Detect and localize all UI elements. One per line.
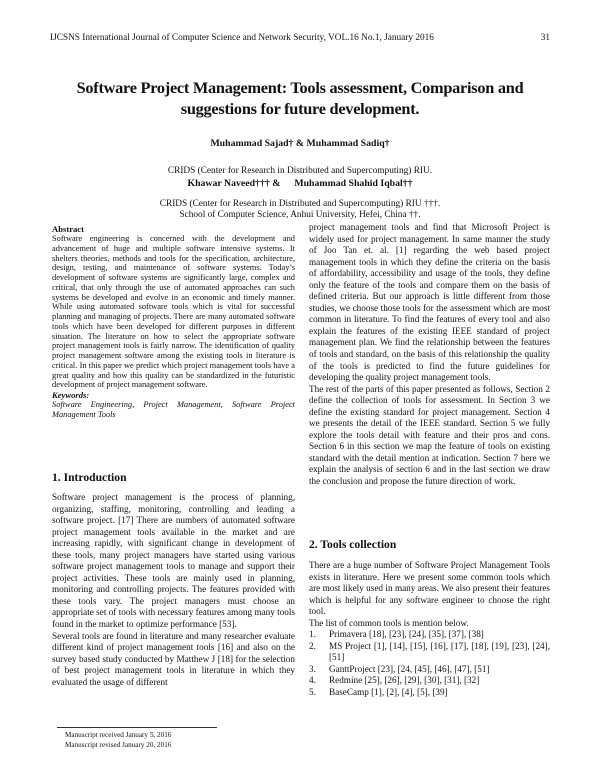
tools-list — [309, 629, 550, 698]
introduction-paragraph-2: Several tools are found in literature and many researcher evaluate different kind of project management tools [16] and also on the survey based study conducted by Matthew J [18] for the selection of best project management tools in literature in which they evaluated the usage of different — [52, 630, 295, 687]
list-item: 4. Redmine [25], [26], [29], [30], [31], [32] — [309, 675, 480, 686]
page-number: 31 — [540, 33, 550, 43]
introduction-paragraph-2-continued: project management tools and find that Microsoft Project is widely used for project management. In same manner the study of Joo Tan et. al. [1] regarding the web based project management tools in which they define the criteria on the basis of affordability, accessibility and usage of the tools, they define only the feature of the tools and compare them on the basis of defined criteria. But our approach is little different from those studies, we choose those tools for the assessment which are most common in literature. To find the features of every tool and also explain the features of the existing IEEE standard of project management plan. We find the relationship between the features of tools and standard, on the basis of this relationship the quality of the tools is predicted to find the future guidelines for developing the quality project management tools. — [309, 222, 550, 383]
introduction-heading: 1. Introduction — [52, 471, 127, 484]
tools-collection-heading: 2. Tools collection — [309, 538, 397, 551]
author-khawar-naveed: Khawar Naveed††† & — [187, 178, 281, 189]
list-item: 3. GanttProject [23], [24, [45], [46], [47], [51] — [309, 663, 490, 674]
affiliation-1: CRIDS (Center for Research in Distributed and Supercomputing) RIU. — [167, 166, 433, 176]
list-item: 1. Primavera [18], [23], [24], [35], [37], [38] — [309, 629, 484, 640]
affiliation-2-line-1: CRIDS (Center for Research in Distributed and Supercomputing) RIU †††. — [159, 199, 441, 209]
introduction-continued — [309, 222, 550, 488]
running-header — [50, 33, 550, 43]
authors-line-1: Muhammad Sajad† & Muhammad Sadiq† — [210, 138, 390, 149]
footnote-received: Manuscript received January 5, 2016 — [65, 731, 172, 739]
footnote-divider — [57, 727, 217, 728]
introduction-body — [52, 492, 295, 688]
introduction-paragraph-1: Software project management is the process of planning, organizing, staffing, monitoring, controlling and leading a software project. [17] There are numbers of automated software project management tools available in the market and are increasing rapidly, with significant change in development of these tools, many project managers have started using various software project management tools to manage and support their project activities. These tools are mainly used in planning, monitoring and controlling projects. The features provided with these tools vary. The project managers must choose an appropriate set of tools with necessary features among many tools found in the market to optimize performance [53]. — [52, 492, 295, 630]
tools-collection-paragraph: There are a huge number of Software Project Management Tools exists in literature. Here we present some common tools which are most likely used in many areas. We also present their features which is helpful for any software engineer to choose the right tool. — [309, 560, 550, 617]
list-item: 5. BaseCamp [1], [2], [4], [5], [39] — [309, 687, 448, 698]
paper-title: Software Project Management: Tools assessment, Comparison and suggestions for future development. — [76, 78, 524, 118]
affiliation-2 — [0, 199, 600, 221]
journal-name: IJCSNS International Journal of Computer Science and Network Security, VOL.16 No.1, January 2016 — [50, 33, 434, 43]
introduction-paragraph-3: The rest of the parts of this paper presented as follows, Section 2 define the collection of tools for assessment. In Section 3 we define the existing standard for project management. Section 4 we presents the detail of the IEEE standard. Section 5 we fully explore the tools detail with feature and their pros and cons. Section 6 in this section we map the feature of tools on existing standard with the detail mention at indication. Section 7 here we explain the analysis of section 6 and in the last section we draw the conclusion and propose the future direction of work. — [309, 383, 550, 487]
footnote-revised: Manuscript revised January 20, 2016 — [65, 740, 172, 749]
introduction-section — [52, 471, 295, 485]
abstract-block — [52, 224, 295, 420]
affiliation-2-line-2: School of Computer Science, Anhui University, Hefei, China ††. — [179, 210, 421, 220]
tools-collection-section — [309, 538, 550, 552]
abstract-heading: Abstract — [52, 224, 84, 234]
keywords-text: Software Engineering, Project Management, Software Project Management Tools — [52, 400, 295, 419]
tools-list-intro: The list of common tools is mention below. — [309, 617, 469, 628]
author-muhammad-shahid-iqbal: Muhammad Shahid Iqbal†† — [294, 178, 413, 189]
list-item: 2. MS Project [1], [14], [15], [16], [17], [18], [19], [23], [24], [51] — [309, 640, 550, 663]
authors-line-2 — [0, 178, 600, 189]
tools-collection-body — [309, 560, 550, 699]
footnotes — [65, 731, 171, 750]
keywords-heading: Keywords: — [52, 390, 90, 400]
abstract-text: Software engineering is concerned with the development and advancement of huge and multiple software intensive systems. It shelters theories, methods and tools for the specification, architecture, design, testing, and maintenance of software systems. Today’s development of software systems are significantly large, complex and critical, that only through the use of automated approaches can such systems be developed and evolve in an economic and timely manner. While using automated software tools which is vital for successful planning and managing of projects. There are many automated software tools which have been developed for different purposes in different situation. The literature on how to select the appropriate software project management tools is fairly narrow. The identification of quality project management software among the existing tools in literature is critical. In this paper we predict which project management tools have a great quality and how this quality can be standardized in the futuristic development of project management software. — [52, 234, 295, 390]
